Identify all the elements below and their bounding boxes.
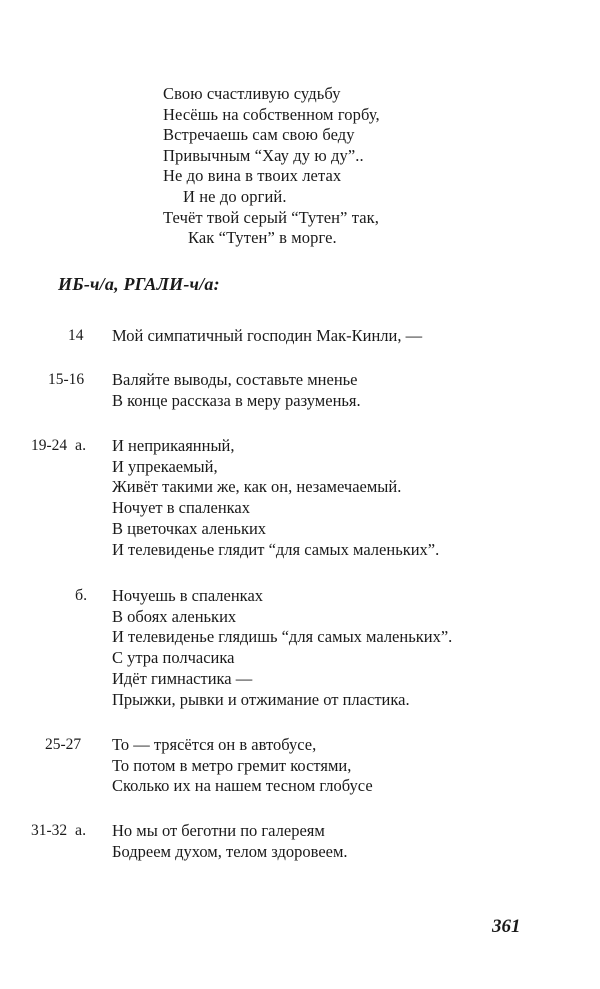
variant-letter: а. (75, 437, 87, 454)
variant-line: Сколько их на нашем тесном глобусе (112, 776, 373, 796)
variant-line: Мой симпатичный господин Мак-Кинли, — (112, 326, 423, 345)
variant-line: Идёт гимнастика — (112, 668, 253, 688)
variant-line: То потом в метро гремит костями, (112, 755, 352, 775)
variant-line: Живёт такими же, как он, незамечаемый. (112, 477, 402, 497)
variant-line: И телевиденье глядит “для самых маленьких”. (112, 539, 440, 559)
poem-line: Не до вина в твоих летах (163, 166, 342, 186)
variant-line: Бодреем духом, телом здоровеем. (112, 841, 348, 861)
variant-lines (112, 735, 373, 797)
variant-line: В конце рассказа в меру разуменья. (112, 390, 361, 410)
variant-line: Ночуешь в спаленках (112, 586, 264, 605)
variant-line: С утра полчасика (112, 648, 235, 668)
variant-lines (112, 370, 361, 411)
line-number: 25-27 (45, 736, 82, 753)
poem-stanza (163, 84, 380, 249)
variant-line: И неприкаянный, (112, 436, 235, 455)
line-number: 15-16 (48, 371, 85, 388)
poem-line: Несёшь на собственном горбу, (163, 104, 380, 124)
variant-line: Но мы от беготни по галереям (112, 821, 325, 840)
variant-line: Ночует в спаленках (112, 498, 250, 518)
variant-line: Прыжки, рывки и отжимание от пластика. (112, 689, 410, 709)
poem-line: Как “Тутен” в морге. (188, 228, 337, 248)
variant-letter: а. (75, 822, 87, 839)
poem-line: Привычным “Хау ду ю ду”.. (163, 145, 364, 165)
variant-lines (112, 821, 348, 862)
variant-letter: б. (75, 587, 88, 604)
variant-line: Валяйте выводы, составьте мненье (112, 370, 358, 389)
variant-lines (112, 326, 422, 347)
line-number: 31-32 (31, 822, 68, 839)
poem-line: Встречаешь сам свою беду (163, 125, 355, 145)
line-number: 14 (68, 327, 84, 344)
poem-line: Свою счастливую судьбу (163, 84, 341, 103)
page-number: 361 (492, 916, 521, 937)
poem-line: Течёт твой серый “Тутен” так, (163, 207, 379, 227)
variant-line: И упрекаемый, (112, 456, 218, 476)
variant-line: То — трясётся он в автобусе, (112, 735, 317, 754)
line-number: 19-24 (31, 437, 68, 454)
variant-lines (112, 436, 439, 560)
source-heading: ИБ-ч/а, РГАЛИ-ч/а: (58, 274, 220, 294)
variant-lines (112, 586, 452, 710)
variant-line: В цветочках аленьких (112, 518, 267, 538)
variant-line: В обоях аленьких (112, 606, 237, 626)
poem-line: И не до оргий. (183, 186, 287, 206)
variant-line: И телевиденье глядишь “для самых маленьких”. (112, 627, 453, 647)
